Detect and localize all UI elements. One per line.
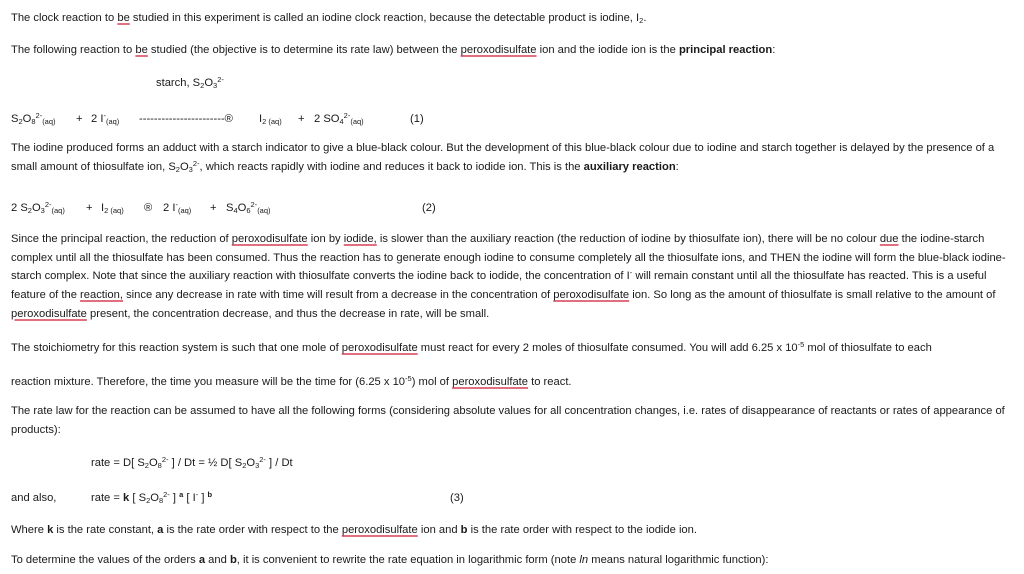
paragraph-timing: reaction mixture. Therefore, the time you measure will be the time for (6.25 x $10^{-5}$) mol of peroxodisulfate to react. <box>11 374 572 388</box>
paragraph-definitions: Where k is the rate constant, a is the rate order with respect to the peroxodisulfate ion and b is the rate order with respect to the iodide ion. <box>11 524 697 536</box>
paragraph-intro: The clock reaction to be studied in this experiment is called an iodine clock reaction, because the detectable product is iodine, $I_2$. <box>11 12 647 25</box>
equation-number: (3) <box>450 492 464 504</box>
equation-number: (2) <box>422 202 436 214</box>
paragraph-auxiliary-reaction: The iodine produced forms an adduct with a starch indicator to give a blue-black colour. But the development of this blue-black colour due to iodine and starch together is delayed by the presence of a small amount of thiosulfate ion, $S_2O_3^{2-}$, which reacts rapidly with iodine and reduces it back to iodide ion. This is the auxiliary reaction: <box>11 142 995 174</box>
reaction-arrow: -----------------------® <box>139 113 233 125</box>
paragraph-principal-reaction: The following reaction to be studied (the objective is to determine its rate law) between the peroxodisulfate ion and the iodide ion is the principal reaction: <box>11 44 776 56</box>
paragraph-mechanism: Since the principal reaction, the reduction of peroxodisulfate ion by iodide, is slower than the auxiliary reaction (the reduction of iodine by thiosulfate ion), there will be no colour due the iodine-starch complex until all the thiosulfate has been consumed. Thus the reaction has to generate enough iodine to consume completely all the thiosulfate ions, and THEN the iodine will form the blue-black iodine-starch complex. Note that since the auxiliary reaction with thiosulfate converts the iodine back to iodide, the concentration of I- will remain constant until all the thiosulfate has reacted. This is a useful feature of the reaction, since any decrease in rate with time will result from a decrease in the concentration of peroxodisulfate ion. So long as the amount of thiosulfate is small relative to the amount of peroxodisulfate present, the concentration decrease, and thus the decrease in rate, will be small. <box>11 233 1006 320</box>
rate-equation-differential: rate = D[ $S_2O_8^{2-}$ ] / Dt = ½ D[ $S_2O_3^{2-}$ ] / Dt <box>91 455 293 470</box>
equation-number: (1) <box>410 113 424 125</box>
paragraph-stoichiometry: The stoichiometry for this reaction system is such that one mole of peroxodisulfate must react for every 2 moles of thiosulfate consumed. You will add 6.25 x $10^{-5}$ mol of thiosulfate to each <box>11 340 932 354</box>
paragraph-rate-law: The rate law for the reaction can be assumed to have all the following forms (considering absolute values for all concentration changes, i.e. rates of disappearance of reactants or rates of appearance of products): <box>11 405 1005 436</box>
reaction-arrow: ® <box>144 202 153 214</box>
paragraph-logarithmic: To determine the values of the orders a and b, it is convenient to rewrite the rate equation in logarithmic form (note ln means natural logarithmic function): <box>11 554 769 566</box>
catalyst-label: starch, $S_2O_3^{2-}$ <box>156 75 224 90</box>
